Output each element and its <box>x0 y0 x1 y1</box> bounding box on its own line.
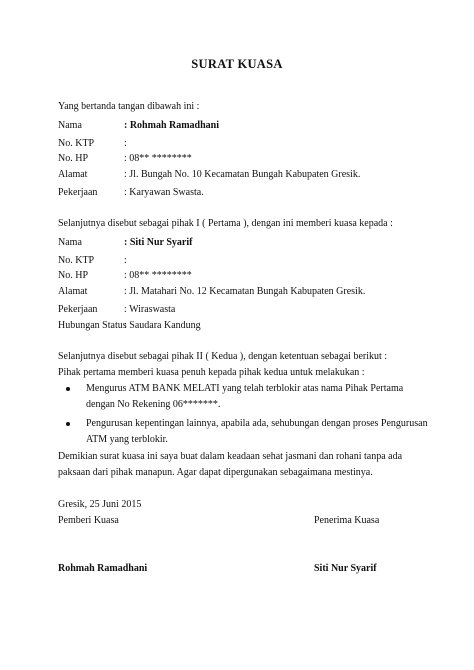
giver-name: Rohmah Ramadhani <box>58 563 148 574</box>
transition-2: Selanjutnya disebut sebagai pihak II ( Kedua ), dengan ketentuan sebagai berikut : <box>58 351 388 362</box>
p2-address-label: Alamat <box>58 286 88 297</box>
p1-job-value: : Karyawan Swasta. <box>124 187 204 198</box>
p2-address-value: : Jl. Matahari No. 12 Kecamatan Bungah Kabupaten Gresik. <box>124 286 366 297</box>
receiver-name: Siti Nur Syarif <box>314 563 377 574</box>
bullet-1-line-2: dengan No Rekening 06*******. <box>86 399 221 410</box>
p2-ktp-value: : <box>124 255 127 266</box>
bullet-dot <box>66 422 70 426</box>
bullet-2-line-1: Pengurusan kepentingan lainnya, apabila ada, sehubungan dengan proses Pengurusan <box>86 418 428 429</box>
transition-1: Selanjutnya disebut sebagai pihak I ( Pertama ), dengan ini memberi kuasa kepada : <box>58 218 393 229</box>
p2-hp-label: No. HP <box>58 270 89 281</box>
giver-label: Pemberi Kuasa <box>58 515 119 526</box>
closing-line-2: paksaan dari pihak manapun. Agar dapat dipergunakan sebagaimana mestinya. <box>58 467 373 478</box>
document-title: SURAT KUASA <box>191 57 283 71</box>
bullet-1-line-1: Mengurus ATM BANK MELATI yang telah terblokir atas nama Pihak Pertama <box>86 383 404 394</box>
p2-job-label: Pekerjaan <box>58 304 98 315</box>
p1-ktp-label: No. KTP <box>58 138 95 149</box>
transition-3: Pihak pertama memberi kuasa penuh kepada pihak kedua untuk melakukan : <box>58 367 365 378</box>
bullet-2-line-2: ATM yang terblokir. <box>86 434 168 445</box>
intro-text: Yang bertanda tangan dibawah ini : <box>58 101 200 112</box>
closing-line-1: Demikian surat kuasa ini saya buat dalam keadaan sehat jasmani dan rohani tanpa ada <box>58 451 403 462</box>
p1-hp-label: No. HP <box>58 153 89 164</box>
p1-address-value: : Jl. Bungah No. 10 Kecamatan Bungah Kabupaten Gresik. <box>124 169 361 180</box>
p1-hp-value: : 08** ******** <box>124 153 192 164</box>
p2-job-value: : Wiraswasta <box>124 304 176 315</box>
p2-relation-value: : Saudara Kandung <box>124 320 201 331</box>
p1-name-label: Nama <box>58 120 82 131</box>
p1-ktp-value: : <box>124 138 127 149</box>
p1-address-label: Alamat <box>58 169 88 180</box>
place-date: Gresik, 25 Juni 2015 <box>58 499 142 510</box>
p2-hp-value: : 08** ******** <box>124 270 192 281</box>
p1-job-label: Pekerjaan <box>58 187 98 198</box>
bullet-dot <box>66 387 70 391</box>
p2-ktp-label: No. KTP <box>58 255 95 266</box>
p2-name-value: : Siti Nur Syarif <box>124 237 193 248</box>
p1-name-value: : Rohmah Ramadhani <box>124 120 220 131</box>
p2-relation-label: Hubungan Status <box>58 320 127 331</box>
receiver-label: Penerima Kuasa <box>314 515 380 526</box>
p2-name-label: Nama <box>58 237 82 248</box>
